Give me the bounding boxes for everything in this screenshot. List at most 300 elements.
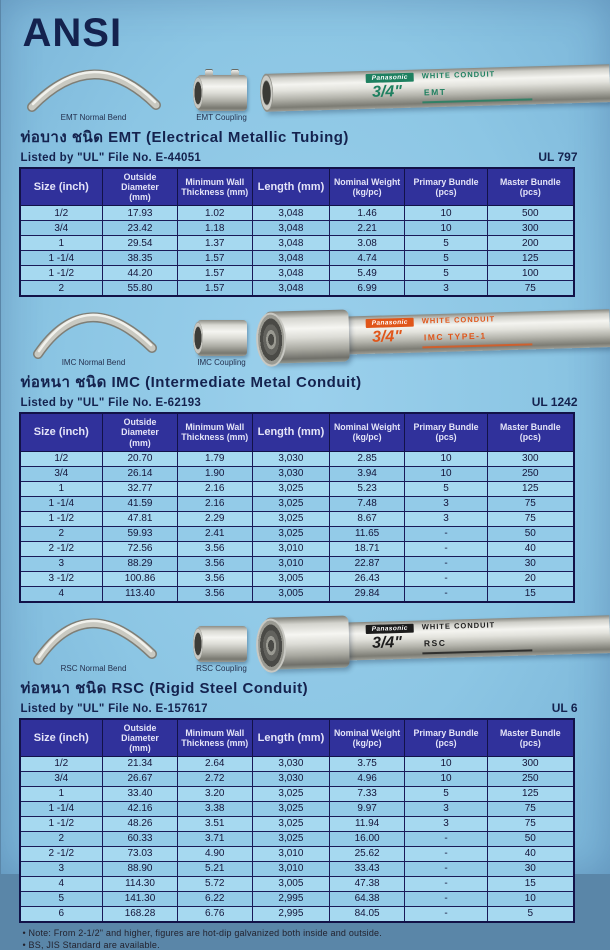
table-cell: - xyxy=(404,556,487,571)
table-row xyxy=(20,451,574,466)
table-cell: 59.93 xyxy=(103,526,178,541)
table-cell: 1 -1/2 xyxy=(20,266,103,281)
table-cell: 55.80 xyxy=(103,281,178,297)
table-row xyxy=(20,891,574,906)
pipe-bend-icon xyxy=(24,65,164,111)
table-cell: 3 -1/2 xyxy=(20,571,103,586)
column-header: Nominal Weight (kg/pc) xyxy=(330,413,405,451)
rsc-heading: ท่อหนา ชนิด RSC (Rigid Steel Conduit) xyxy=(20,679,309,697)
pipe-type-print: IMC TYPE-1 xyxy=(423,331,487,344)
emt-normal-bend-photo xyxy=(19,65,169,122)
table-cell: 3 xyxy=(20,556,103,571)
pipe-cylinder xyxy=(264,310,610,358)
column-header: Master Bundle (pcs) xyxy=(488,719,574,757)
table-cell: 2.41 xyxy=(177,526,252,541)
column-header: Nominal Weight (kg/pc) xyxy=(330,719,405,757)
table-cell: 3,048 xyxy=(252,221,330,236)
section-rsc xyxy=(19,607,594,923)
column-header: Minimum Wall Thickness (mm) xyxy=(177,168,252,206)
table-row xyxy=(20,861,574,876)
column-header: Primary Bundle (pcs) xyxy=(404,413,487,451)
table-cell: 72.56 xyxy=(103,541,178,556)
table-cell: 3 xyxy=(404,511,487,526)
table-cell: 10 xyxy=(404,451,487,466)
column-header: Outside Diameter (mm) xyxy=(103,719,178,757)
table-cell: 2.64 xyxy=(177,756,252,771)
imc-coupling-label: IMC Coupling xyxy=(197,358,246,368)
table-cell: 3 xyxy=(404,496,487,511)
table-cell: 10 xyxy=(404,466,487,481)
section-imc xyxy=(19,301,594,602)
table-cell: 5 xyxy=(20,891,103,906)
table-cell: 1 -1/4 xyxy=(20,496,103,511)
table-row xyxy=(20,526,574,541)
emt-pipe-photo xyxy=(265,57,610,121)
pipe-print-underline xyxy=(422,344,532,349)
table-cell: 9.97 xyxy=(330,801,405,816)
table-row xyxy=(20,221,574,236)
rsc-normal-bend-photo xyxy=(19,616,169,673)
imc-image-strip xyxy=(19,301,594,367)
table-cell: 1.57 xyxy=(177,251,252,266)
table-cell: 250 xyxy=(488,466,574,481)
imc-pipe-photo xyxy=(265,302,610,366)
table-cell: 1.02 xyxy=(177,206,252,221)
table-cell: 75 xyxy=(488,816,574,831)
table-cell: 2 xyxy=(20,831,103,846)
table-cell: 3,030 xyxy=(252,756,330,771)
table-cell: 3.94 xyxy=(330,466,405,481)
column-header: Size (inch) xyxy=(20,413,103,451)
table-cell: 30 xyxy=(488,556,574,571)
table-cell: 29.54 xyxy=(103,236,178,251)
table-cell: 3,048 xyxy=(252,266,330,281)
table-cell: 200 xyxy=(488,236,574,251)
table-cell: 1.37 xyxy=(177,236,252,251)
table-row xyxy=(20,586,574,602)
table-cell: 3/4 xyxy=(20,771,103,786)
table-cell: 44.20 xyxy=(103,266,178,281)
table-row xyxy=(20,481,574,496)
emt-bend-label: EMT Normal Bend xyxy=(60,113,127,122)
rsc-listed-row xyxy=(21,701,592,715)
footnotes xyxy=(23,928,594,950)
table-cell: 6.76 xyxy=(177,906,252,922)
imc-ul-code: UL 1242 xyxy=(531,395,578,410)
column-header: Master Bundle (pcs) xyxy=(488,168,574,206)
emt-coupling-label: EMT Coupling xyxy=(196,113,247,122)
table-cell: 75 xyxy=(488,496,574,511)
imc-coupling-photo xyxy=(179,320,265,367)
table-cell: 50 xyxy=(488,831,574,846)
table-row xyxy=(20,876,574,891)
table-cell: 10 xyxy=(488,891,574,906)
table-cell: 4.96 xyxy=(330,771,405,786)
table-cell: 11.65 xyxy=(330,526,405,541)
table-cell: 3 xyxy=(404,816,487,831)
table-cell: 25.62 xyxy=(330,846,405,861)
table-cell: 2 -1/2 xyxy=(20,541,103,556)
table-cell: 84.05 xyxy=(330,906,405,922)
table-cell: 5.21 xyxy=(177,861,252,876)
table-cell: - xyxy=(404,891,487,906)
table-cell: 125 xyxy=(488,251,574,266)
column-header: Minimum Wall Thickness (mm) xyxy=(177,413,252,451)
table-cell: 5.23 xyxy=(330,481,405,496)
table-cell: 17.93 xyxy=(103,206,178,221)
table-cell: 1 xyxy=(20,481,103,496)
table-cell: 114.30 xyxy=(103,876,178,891)
table-cell: - xyxy=(404,586,487,602)
table-cell: 3,025 xyxy=(252,481,330,496)
table-cell: 38.35 xyxy=(103,251,178,266)
table-cell: 5 xyxy=(404,236,487,251)
table-row xyxy=(20,846,574,861)
table-cell: 3,048 xyxy=(252,281,330,297)
table-cell: 33.43 xyxy=(330,861,405,876)
emt-ul-code: UL 797 xyxy=(538,150,578,164)
coupling-icon xyxy=(197,75,247,111)
table-cell: 5 xyxy=(404,481,487,496)
table-cell: 1.57 xyxy=(177,266,252,281)
column-header: Length (mm) xyxy=(252,168,330,206)
emt-pipe-print xyxy=(365,68,576,105)
table-cell: 3,010 xyxy=(252,861,330,876)
column-header: Length (mm) xyxy=(252,719,330,757)
table-cell: 22.87 xyxy=(330,556,405,571)
note-line: • Note: From 2-1/2" and higher, figures are hot-dip galvanized both inside and outside. xyxy=(22,927,382,938)
table-cell: 3/4 xyxy=(20,221,103,236)
table-cell: 2.85 xyxy=(330,451,405,466)
table-cell: 1 -1/4 xyxy=(20,801,103,816)
table-row xyxy=(20,801,574,816)
table-cell: 4 xyxy=(20,586,103,602)
table-cell: 125 xyxy=(488,481,574,496)
table-cell: 500 xyxy=(488,206,574,221)
table-cell: 1 -1/2 xyxy=(20,511,103,526)
table-cell: 2.16 xyxy=(177,481,252,496)
brand-chip: Panasonic xyxy=(365,318,413,329)
table-cell: 1/2 xyxy=(20,451,103,466)
rsc-coupling-label: RSC Coupling xyxy=(196,663,247,673)
table-cell: 3,025 xyxy=(252,786,330,801)
imc-listed-row xyxy=(21,395,592,409)
column-header: Outside Diameter (mm) xyxy=(103,413,178,451)
table-cell: 5.49 xyxy=(330,266,405,281)
table-cell: 300 xyxy=(488,451,574,466)
table-cell: 88.29 xyxy=(103,556,178,571)
table-cell: 113.40 xyxy=(103,586,178,602)
table-cell: 1/2 xyxy=(20,206,103,221)
table-row xyxy=(20,541,574,556)
table-cell: 47.38 xyxy=(330,876,405,891)
table-cell: 1/2 xyxy=(20,756,103,771)
table-cell: 3.56 xyxy=(177,586,252,602)
table-cell: 1 -1/2 xyxy=(20,816,103,831)
table-cell: 3,005 xyxy=(252,876,330,891)
table-cell: 1.90 xyxy=(177,466,252,481)
table-cell: 1 xyxy=(20,236,103,251)
table-cell: 1.18 xyxy=(177,221,252,236)
table-row xyxy=(20,831,574,846)
pipe-cylinder xyxy=(264,615,610,663)
table-cell: - xyxy=(404,541,487,556)
table-cell: 3,010 xyxy=(252,556,330,571)
table-row xyxy=(20,816,574,831)
emt-image-strip xyxy=(19,56,594,122)
table-cell: 1 -1/4 xyxy=(20,251,103,266)
table-cell: 3.56 xyxy=(177,556,252,571)
table-cell: - xyxy=(404,876,487,891)
table-cell: 2,995 xyxy=(252,891,330,906)
table-cell: 4.90 xyxy=(177,846,252,861)
emt-spec-table xyxy=(19,167,575,297)
table-cell: 64.38 xyxy=(330,891,405,906)
table-cell: 23.42 xyxy=(103,221,178,236)
table-cell: 1.46 xyxy=(330,206,405,221)
table-cell: 3,030 xyxy=(252,451,330,466)
table-cell: 5 xyxy=(404,251,487,266)
table-cell: 10 xyxy=(404,206,487,221)
table-cell: 7.33 xyxy=(330,786,405,801)
table-cell: 3.51 xyxy=(177,816,252,831)
table-cell: 2 xyxy=(20,526,103,541)
emt-listed-row xyxy=(21,150,592,164)
imc-pipe-print xyxy=(365,313,576,350)
table-cell: 1.57 xyxy=(177,281,252,297)
pipe-print-line: WHITE CONDUIT xyxy=(421,315,495,327)
table-cell: 3,030 xyxy=(252,771,330,786)
rsc-bend-label: RSC Normal Bend xyxy=(60,663,127,673)
table-cell: 60.33 xyxy=(103,831,178,846)
table-cell: 2.72 xyxy=(177,771,252,786)
rsc-coupling-photo xyxy=(179,626,265,673)
table-row xyxy=(20,496,574,511)
table-cell: 20.70 xyxy=(103,451,178,466)
table-row xyxy=(20,511,574,526)
table-cell: 141.30 xyxy=(103,891,178,906)
pipe-type-print: EMT xyxy=(423,87,447,98)
table-header-row xyxy=(20,168,574,206)
table-row xyxy=(20,571,574,586)
table-cell: 15 xyxy=(488,586,574,602)
pipe-bend-icon xyxy=(24,616,164,662)
table-cell: 300 xyxy=(488,756,574,771)
table-cell: 3.38 xyxy=(177,801,252,816)
column-header: Primary Bundle (pcs) xyxy=(404,168,487,206)
table-cell: 125 xyxy=(488,786,574,801)
table-cell: 1 xyxy=(20,786,103,801)
column-header: Primary Bundle (pcs) xyxy=(404,719,487,757)
table-cell: 100 xyxy=(488,266,574,281)
column-header: Size (inch) xyxy=(20,719,103,757)
table-cell: 29.84 xyxy=(330,586,405,602)
table-cell: 3 xyxy=(404,801,487,816)
table-cell: 100.86 xyxy=(103,571,178,586)
table-cell: 26.14 xyxy=(103,466,178,481)
coupling-screw-icon xyxy=(205,70,213,76)
table-cell: 3,010 xyxy=(252,846,330,861)
table-cell: 3,010 xyxy=(252,541,330,556)
table-cell: 4.74 xyxy=(330,251,405,266)
column-header: Length (mm) xyxy=(252,413,330,451)
emt-heading: ท่อบาง ชนิด EMT (Electrical Metallic Tubing) xyxy=(20,129,349,146)
table-cell: 6.99 xyxy=(330,281,405,297)
table-cell: 30 xyxy=(488,861,574,876)
table-cell: 50 xyxy=(488,526,574,541)
table-cell: 40 xyxy=(488,846,574,861)
table-cell: 3,025 xyxy=(252,526,330,541)
table-cell: 48.26 xyxy=(103,816,178,831)
threaded-socket-end xyxy=(264,615,349,669)
table-cell: 16.00 xyxy=(330,831,405,846)
table-cell: - xyxy=(404,861,487,876)
table-cell: 3.08 xyxy=(330,236,405,251)
table-header-row xyxy=(20,719,574,757)
table-cell: 3,025 xyxy=(252,831,330,846)
table-cell: 3,048 xyxy=(252,236,330,251)
table-cell: 41.59 xyxy=(103,496,178,511)
table-cell: 21.34 xyxy=(103,756,178,771)
table-cell: 3,005 xyxy=(252,586,330,602)
table-cell: 73.03 xyxy=(103,846,178,861)
table-cell: 15 xyxy=(488,876,574,891)
table-cell: 40 xyxy=(488,541,574,556)
table-cell: 300 xyxy=(488,221,574,236)
table-row xyxy=(20,771,574,786)
rsc-pipe-photo xyxy=(265,608,610,672)
table-cell: - xyxy=(404,831,487,846)
page-title: ANSI xyxy=(22,11,123,55)
table-cell: 26.43 xyxy=(330,571,405,586)
table-cell: 5 xyxy=(404,786,487,801)
table-cell: 7.48 xyxy=(330,496,405,511)
table-cell: 75 xyxy=(488,801,574,816)
table-cell: 2.16 xyxy=(177,496,252,511)
table-cell: 3,025 xyxy=(252,816,330,831)
table-cell: 42.16 xyxy=(103,801,178,816)
rsc-listed-text: Listed by "UL" File No. E-157617 xyxy=(20,702,208,715)
section-emt xyxy=(19,56,594,297)
table-cell: 2,995 xyxy=(252,906,330,922)
table-cell: 20 xyxy=(488,571,574,586)
table-cell: 3.75 xyxy=(330,756,405,771)
table-cell: 2 xyxy=(20,281,103,297)
pipe-type-print: RSC xyxy=(423,637,447,649)
column-header: Nominal Weight (kg/pc) xyxy=(330,168,405,206)
table-row xyxy=(20,281,574,297)
table-row xyxy=(20,251,574,266)
pipe-size-print: 3/4" xyxy=(371,328,402,347)
imc-heading: ท่อหนา ชนิด IMC (Intermediate Metal Conduit) xyxy=(20,374,362,392)
table-row xyxy=(20,906,574,922)
table-cell: 1.79 xyxy=(177,451,252,466)
table-cell: 3,048 xyxy=(252,251,330,266)
table-cell: 11.94 xyxy=(330,816,405,831)
emt-listed-text: Listed by "UL" File No. E-44051 xyxy=(20,152,202,164)
table-row xyxy=(20,466,574,481)
table-cell: 26.67 xyxy=(103,771,178,786)
table-cell: 2.21 xyxy=(330,221,405,236)
table-cell: 3.56 xyxy=(177,541,252,556)
table-row xyxy=(20,556,574,571)
table-cell: 47.81 xyxy=(103,511,178,526)
table-cell: 18.71 xyxy=(330,541,405,556)
table-cell: 10 xyxy=(404,756,487,771)
rsc-ul-code: UL 6 xyxy=(551,700,578,715)
imc-bend-label: IMC Normal Bend xyxy=(61,358,126,368)
table-cell: 4 xyxy=(20,876,103,891)
table-row xyxy=(20,266,574,281)
table-cell: 75 xyxy=(488,511,574,526)
table-cell: - xyxy=(404,571,487,586)
table-cell: 5 xyxy=(404,266,487,281)
column-header: Size (inch) xyxy=(20,168,103,206)
catalog-page xyxy=(1,0,610,950)
pipe-print-line: WHITE CONDUIT xyxy=(421,69,495,81)
table-cell: 10 xyxy=(404,221,487,236)
table-cell: 3.20 xyxy=(177,786,252,801)
table-cell: 8.67 xyxy=(330,511,405,526)
table-cell: 3,030 xyxy=(252,466,330,481)
rsc-spec-table xyxy=(19,718,575,923)
pipe-bend-icon xyxy=(24,310,164,356)
table-cell: 3.71 xyxy=(177,831,252,846)
table-row xyxy=(20,786,574,801)
coupling-icon xyxy=(197,320,247,356)
brand-chip: Panasonic xyxy=(365,73,413,84)
imc-listed-text: Listed by "UL" File No. E-62193 xyxy=(20,397,202,410)
threaded-socket-end xyxy=(264,310,349,364)
coupling-icon xyxy=(197,626,247,662)
column-header: Outside Diameter (mm) xyxy=(103,168,178,206)
table-cell: 5.72 xyxy=(177,876,252,891)
imc-normal-bend-photo xyxy=(19,310,169,367)
pipe-print-line: WHITE CONDUIT xyxy=(421,620,495,632)
table-cell: 3.56 xyxy=(177,571,252,586)
table-cell: 3/4 xyxy=(20,466,103,481)
table-cell: 2.29 xyxy=(177,511,252,526)
table-cell: - xyxy=(404,906,487,922)
table-cell: 6 xyxy=(20,906,103,922)
imc-spec-table xyxy=(19,412,575,602)
table-cell: 3,005 xyxy=(252,571,330,586)
table-cell: - xyxy=(404,846,487,861)
table-cell: 3 xyxy=(404,281,487,297)
table-row xyxy=(20,756,574,771)
table-cell: 3,025 xyxy=(252,496,330,511)
rsc-pipe-print xyxy=(365,619,576,656)
brand-chip: Panasonic xyxy=(365,623,413,634)
table-cell: 5 xyxy=(488,906,574,922)
table-cell: 3 xyxy=(20,861,103,876)
table-cell: 3,025 xyxy=(252,801,330,816)
pipe-cylinder xyxy=(264,64,610,112)
coupling-screw-icon xyxy=(231,70,239,76)
table-row xyxy=(20,236,574,251)
table-cell: 168.28 xyxy=(103,906,178,922)
table-cell: 3,025 xyxy=(252,511,330,526)
table-cell: 10 xyxy=(404,771,487,786)
pipe-size-print: 3/4" xyxy=(371,83,402,102)
emt-coupling-photo xyxy=(179,75,265,122)
table-cell: 32.77 xyxy=(103,481,178,496)
rsc-image-strip xyxy=(19,607,594,673)
column-header: Minimum Wall Thickness (mm) xyxy=(177,719,252,757)
pipe-print-underline xyxy=(422,98,532,103)
table-cell: 250 xyxy=(488,771,574,786)
table-cell: 33.40 xyxy=(103,786,178,801)
